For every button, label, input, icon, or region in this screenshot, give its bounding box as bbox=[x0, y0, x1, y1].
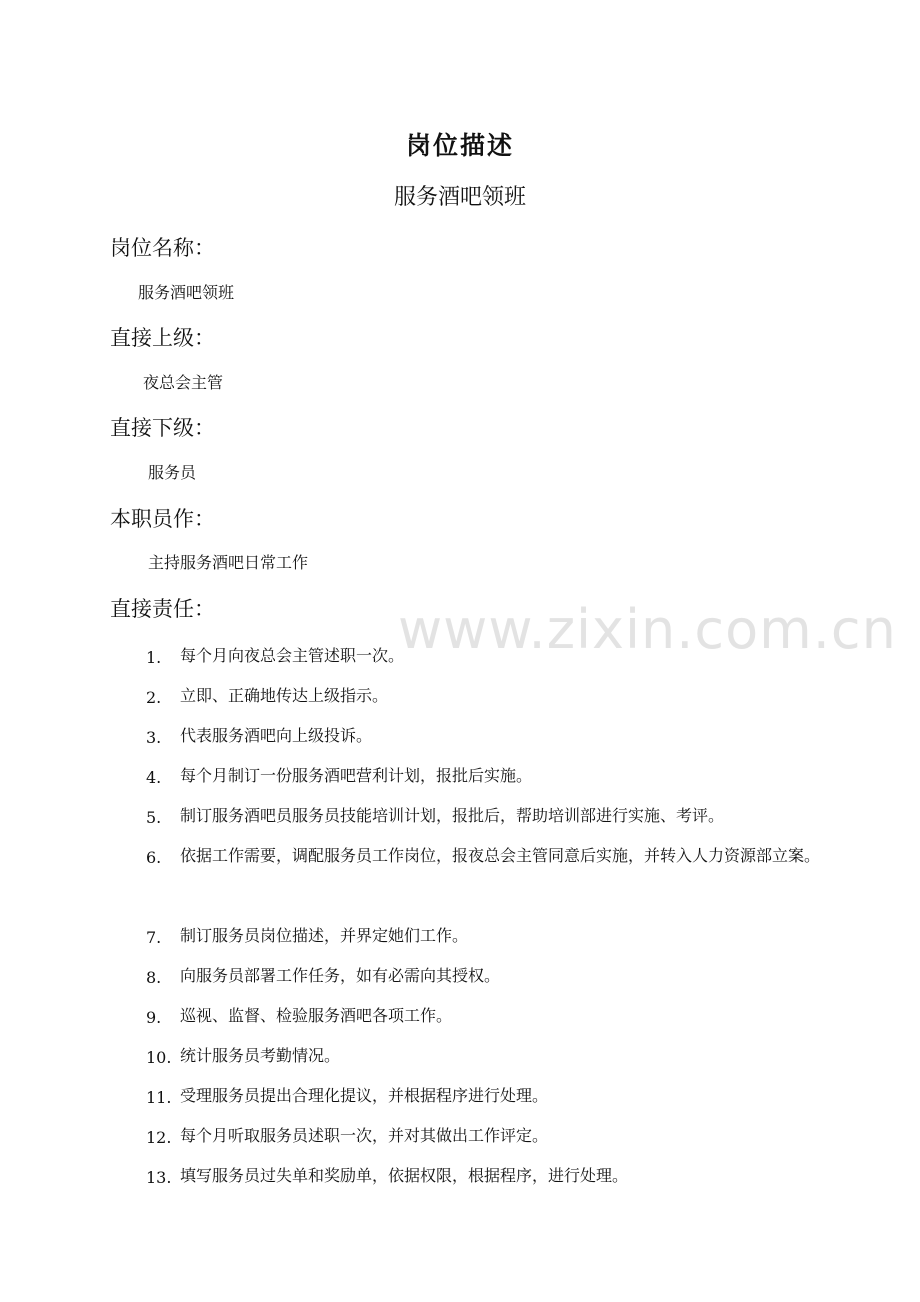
item-text: 每个月制订一份服务酒吧营利计划，报批后实施。 bbox=[180, 766, 533, 785]
item-text: 代表服务酒吧向上级投诉。 bbox=[180, 726, 373, 745]
item-text: 制订服务员岗位描述，并界定她们工作。 bbox=[180, 926, 469, 945]
responsibility-list bbox=[146, 636, 826, 1196]
heading-direct-superior: 直接上级： bbox=[110, 326, 215, 350]
list-item bbox=[146, 836, 826, 916]
item-text: 制订服务酒吧员服务员技能培训计划，报批后，帮助培训部进行实施、考评。 bbox=[180, 806, 725, 825]
item-number: 4. bbox=[146, 768, 162, 787]
item-number: 5. bbox=[146, 808, 162, 827]
document-title: 岗位描述 bbox=[405, 131, 514, 160]
list-item bbox=[146, 996, 826, 1036]
item-number: 12. bbox=[146, 1128, 172, 1147]
value-direct-subordinate: 服务员 bbox=[148, 463, 197, 482]
item-number: 13. bbox=[146, 1168, 172, 1187]
item-number: 3. bbox=[146, 728, 162, 747]
list-item bbox=[146, 1036, 826, 1076]
heading-direct-responsibilities: 直接责任： bbox=[110, 597, 215, 621]
list-item bbox=[146, 956, 826, 996]
heading-direct-subordinate: 直接下级： bbox=[110, 416, 215, 440]
list-item bbox=[146, 796, 826, 836]
item-number: 9. bbox=[146, 1008, 162, 1027]
item-number: 7. bbox=[146, 928, 162, 947]
item-text: 巡视、监督、检验服务酒吧各项工作。 bbox=[180, 1006, 453, 1025]
item-text: 每个月向夜总会主管述职一次。 bbox=[180, 646, 405, 665]
list-item bbox=[146, 756, 826, 796]
value-position-name: 服务酒吧领班 bbox=[138, 283, 235, 302]
item-number: 6. bbox=[146, 848, 162, 867]
watermark-text: www.zixin.com.cn bbox=[398, 598, 897, 661]
heading-job-duty: 本职员作： bbox=[110, 507, 215, 531]
item-text: 统计服务员考勤情况。 bbox=[180, 1046, 341, 1065]
item-number: 11. bbox=[146, 1088, 172, 1107]
item-text: 每个月听取服务员述职一次，并对其做出工作评定。 bbox=[180, 1126, 549, 1145]
list-item bbox=[146, 916, 826, 956]
item-text: 受理服务员提出合理化提议，并根据程序进行处理。 bbox=[180, 1086, 549, 1105]
list-item bbox=[146, 1116, 826, 1156]
item-text: 依据工作需要，调配服务员工作岗位，报夜总会主管同意后实施，并转入人力资源部立案。 bbox=[180, 846, 821, 865]
item-text: 向服务员部署工作任务，如有必需向其授权。 bbox=[180, 966, 501, 985]
heading-position-name: 岗位名称： bbox=[110, 236, 215, 260]
list-item bbox=[146, 1156, 826, 1196]
list-item bbox=[146, 716, 826, 756]
item-number: 10. bbox=[146, 1048, 172, 1067]
list-item bbox=[146, 676, 826, 716]
item-number: 1. bbox=[146, 648, 162, 667]
item-text: 立即、正确地传达上级指示。 bbox=[180, 686, 389, 705]
item-number: 2. bbox=[146, 688, 162, 707]
document-subtitle: 服务酒吧领班 bbox=[393, 185, 526, 210]
value-job-duty: 主持服务酒吧日常工作 bbox=[148, 553, 309, 572]
value-direct-superior: 夜总会主管 bbox=[143, 373, 224, 392]
list-item bbox=[146, 1076, 826, 1116]
item-text: 填写服务员过失单和奖励单，依据权限，根据程序，进行处理。 bbox=[180, 1166, 629, 1185]
item-number: 8. bbox=[146, 968, 162, 987]
list-item bbox=[146, 636, 826, 676]
